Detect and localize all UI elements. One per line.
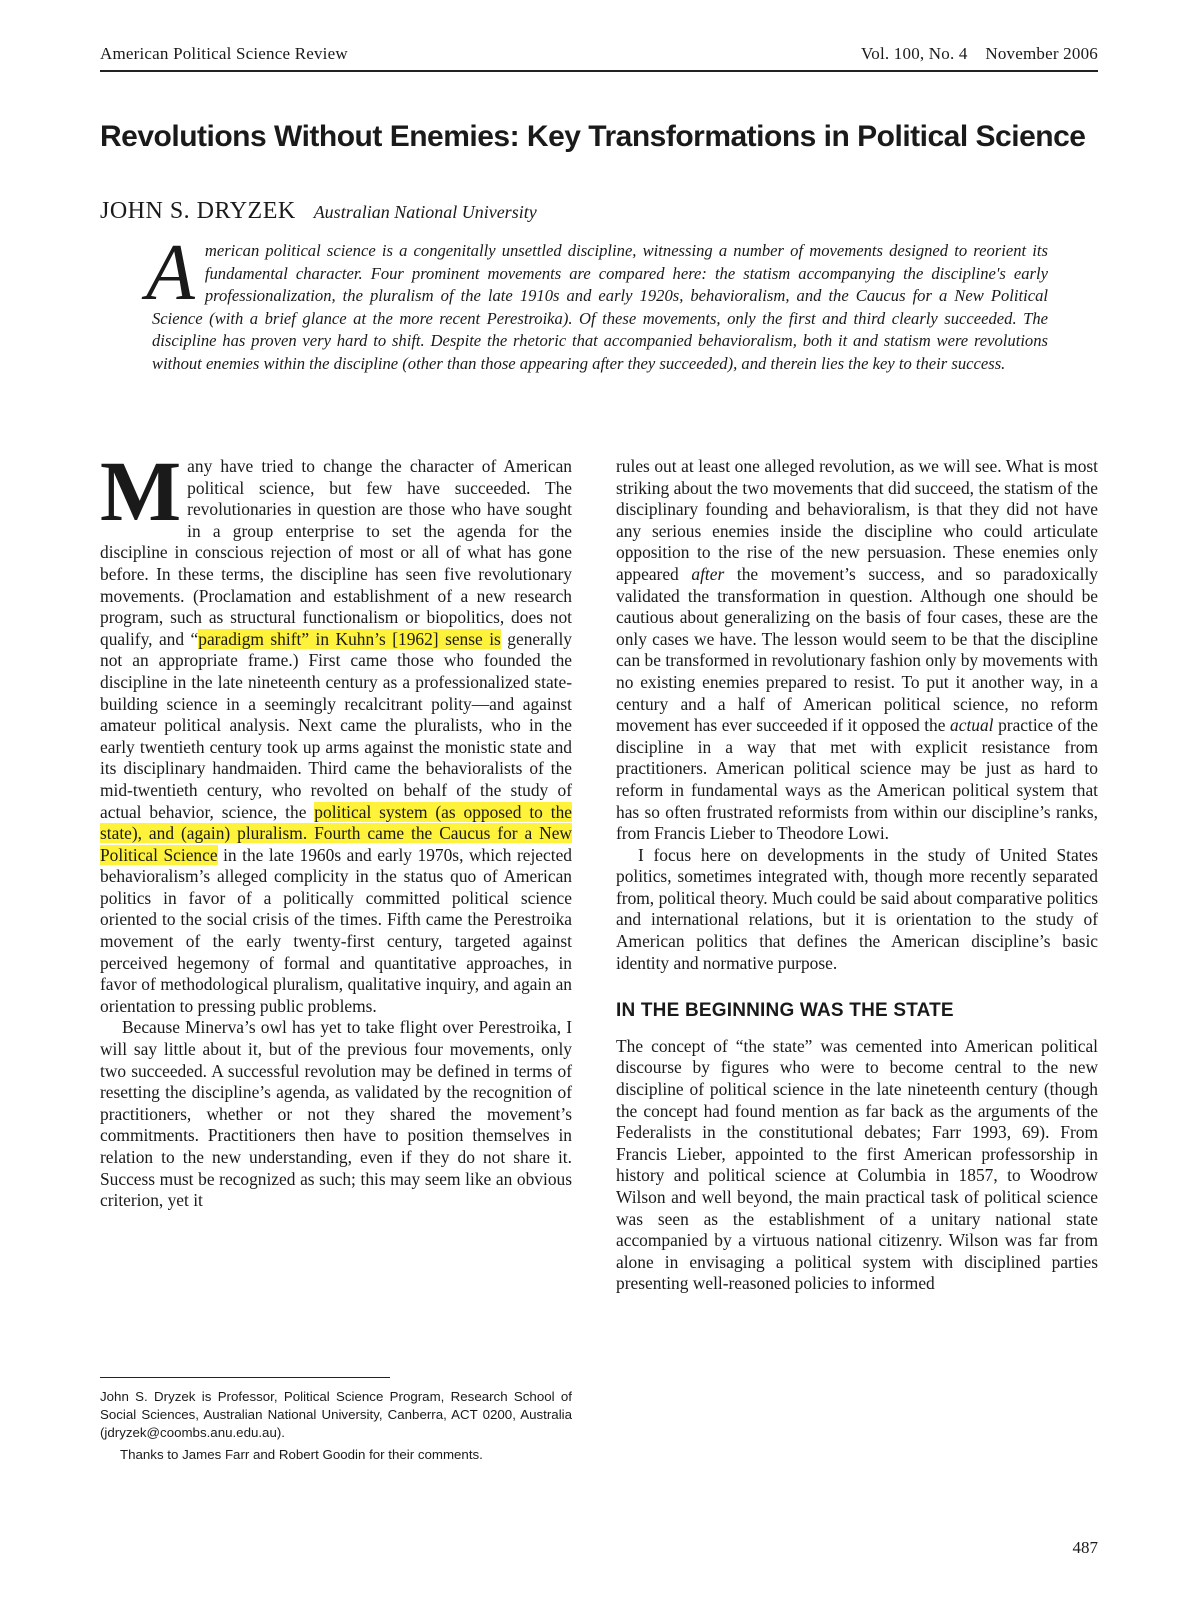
highlighted-text[interactable]: political system (as opposed to the state), and (again) pluralism. Fourth came the Caucus for a New Political Science bbox=[100, 801, 572, 865]
body-paragraph: I focus here on developments in the study of United States politics, sometimes integrated with, though more recently separated from, political theory. Much could be said about comparative politics and international relations, but it is orientation to the study of American politics that defines the American discipline’s basic identity and normative purpose. bbox=[616, 844, 1098, 973]
drop-cap: M bbox=[100, 443, 182, 539]
abstract-drop-cap: A bbox=[146, 229, 195, 317]
author-affiliation: Australian National University bbox=[313, 202, 537, 222]
author-footnote bbox=[100, 1388, 572, 1464]
author-name: JOHN S. DRYZEK bbox=[100, 198, 296, 224]
journal-name: American Political Science Review bbox=[100, 44, 348, 63]
intro-paragraph bbox=[100, 443, 572, 1017]
text-run: the movement’s success, and so paradoxically validated the transformation in question. Although one should be cautious about generalizing on the basis of four cases, these are the only cases we have. The lesson would seem to be that the discipline can be transformed in revolutionary fashion only by movements with no existing enemies prepared to resist. To put it another way, in a century and a half of American political science, no reform movement has ever succeeded if it opposed the bbox=[616, 563, 1098, 736]
page-number: 487 bbox=[1072, 1538, 1098, 1557]
text-run: any have tried to change the character of American political science, but few have succeeded. The revolutionaries in question are those who have sought in a group enterprise to set the agenda for the discipline in conscious rejection of most or all of what has gone before. In these terms, the discipline has seen five revolutionary movements. (Proclamation and establishment of a new research program, such as structural functionalism or biopolitics, does not qualify, and “ bbox=[100, 456, 572, 649]
text-run: generally not an appropriate frame.) First came those who founded the discipline in the late nineteenth century as a professionalized state-building science in a seemingly recalcitrant polity—and against amateur political analysis. Next came the pluralists, who in the early twentieth century took up arms against the monistic state and its disciplinary handmaiden. Third came the behavioralists of the mid-twentieth century, who revolted on behalf of the study of actual behavior, science, the bbox=[100, 628, 572, 822]
abstract-text: merican political science is a congenitally unsettled discipline, witnessing a number of movements designed to reorient its fundamental character. Four prominent movements are compared here: the statism accompanying the discipline's early professionalization, the pluralism of the late 1910s and early 1920s, behavioralism, and the Caucus for a New Political Science (with a brief glance at the more recent Perestroika). Of these movements, only the first and third clearly succeeded. The discipline has proven very hard to shift. Despite the rhetoric that accompanied behavioralism, both it and statism were revolutions without enemies within the discipline (other than those appearing after they succeeded), and therein lies the key to their success. bbox=[152, 241, 1048, 373]
emphasis: after bbox=[691, 563, 725, 584]
acknowledgements: Thanks to James Farr and Robert Goodin for their comments. bbox=[120, 1447, 483, 1462]
issue-info: Vol. 100, No. 4 November 2006 bbox=[861, 44, 1098, 63]
body-paragraph: Because Minerva’s owl has yet to take flight over Perestroika, I will say little about it, but of the previous four movements, only two succeeded. A successful revolution may be defined in terms of resetting the discipline’s agenda, as validated by the recognition of practitioners, whether or not they shared the movement’s commitments. Practitioners then have to position themselves in relation to the new understanding, even if they do not share it. Success must be recognized as such; this may seem like an obvious criterion, yet it bbox=[100, 1017, 572, 1211]
emphasis: actual bbox=[950, 715, 994, 736]
body-paragraph: The concept of “the state” was cemented into American political discourse by figures who were to become central to the new discipline of political science in the late nineteenth century (though the concept had found mention as far back as the arguments of the Federalists in the constitutional debates; Farr 1993, 69). From Francis Lieber, appointed to the first American professorship in history and political science at Columbia in 1857, to Woodrow Wilson and well beyond, the main practical task of political science was seen as the establishment of a unitary national state accompanied by a virtuous national citizenry. Wilson was far from alone in envisaging a political system with disciplined parties presenting well-reasoned policies to informed bbox=[616, 1035, 1098, 1294]
body-paragraph bbox=[616, 456, 1098, 845]
abstract bbox=[146, 229, 1048, 375]
left-column bbox=[100, 443, 572, 1212]
text-run: practice of the discipline in a way that met with explicit resistance from practitioners. American political science may be just as hard to reform in fundamental ways as the American political system that has so often frustrated reformists from within our discipline’s ranks, from Francis Lieber to Theodore Lowi. bbox=[616, 715, 1098, 844]
highlighted-text[interactable]: paradigm shift” in Kuhn’s [1962] sense is bbox=[198, 628, 501, 649]
section-heading: IN THE BEGINNING WAS THE STATE bbox=[616, 1000, 954, 1022]
byline bbox=[100, 198, 537, 225]
author-bio: John S. Dryzek is Professor, Political Science Program, Research School of Social Sciences, Australian National University, Canberra, ACT 0200, Australia (jdryzek@coombs.anu.edu.au). bbox=[100, 1389, 572, 1440]
article-title: Revolutions Without Enemies: Key Transformations in Political Science bbox=[100, 120, 1086, 153]
text-run: in the late 1960s and early 1970s, which rejected behavioralism’s alleged complicity in the status quo of American politics in favor of a politically committed political science oriented to the social crisis of the times. Fifth came the Perestroika movement of the early twenty-first century, targeted against perceived hegemony of formal and quantitative approaches, in favor of methodological pluralism, qualitative inquiry, and again an orientation to pressing public problems. bbox=[100, 844, 572, 1016]
footnote-rule bbox=[100, 1377, 390, 1378]
text-run: rules out at least one alleged revolution, as we will see. What is most striking about the two movements that did succeed, the statism of the disciplinary founding and behavioralism, is that they did not have any serious enemies inside the discipline who could articulate opposition to the rise of the new persuasion. These enemies only appeared bbox=[616, 456, 1098, 584]
running-head bbox=[100, 44, 1098, 72]
right-column bbox=[616, 456, 1098, 1295]
